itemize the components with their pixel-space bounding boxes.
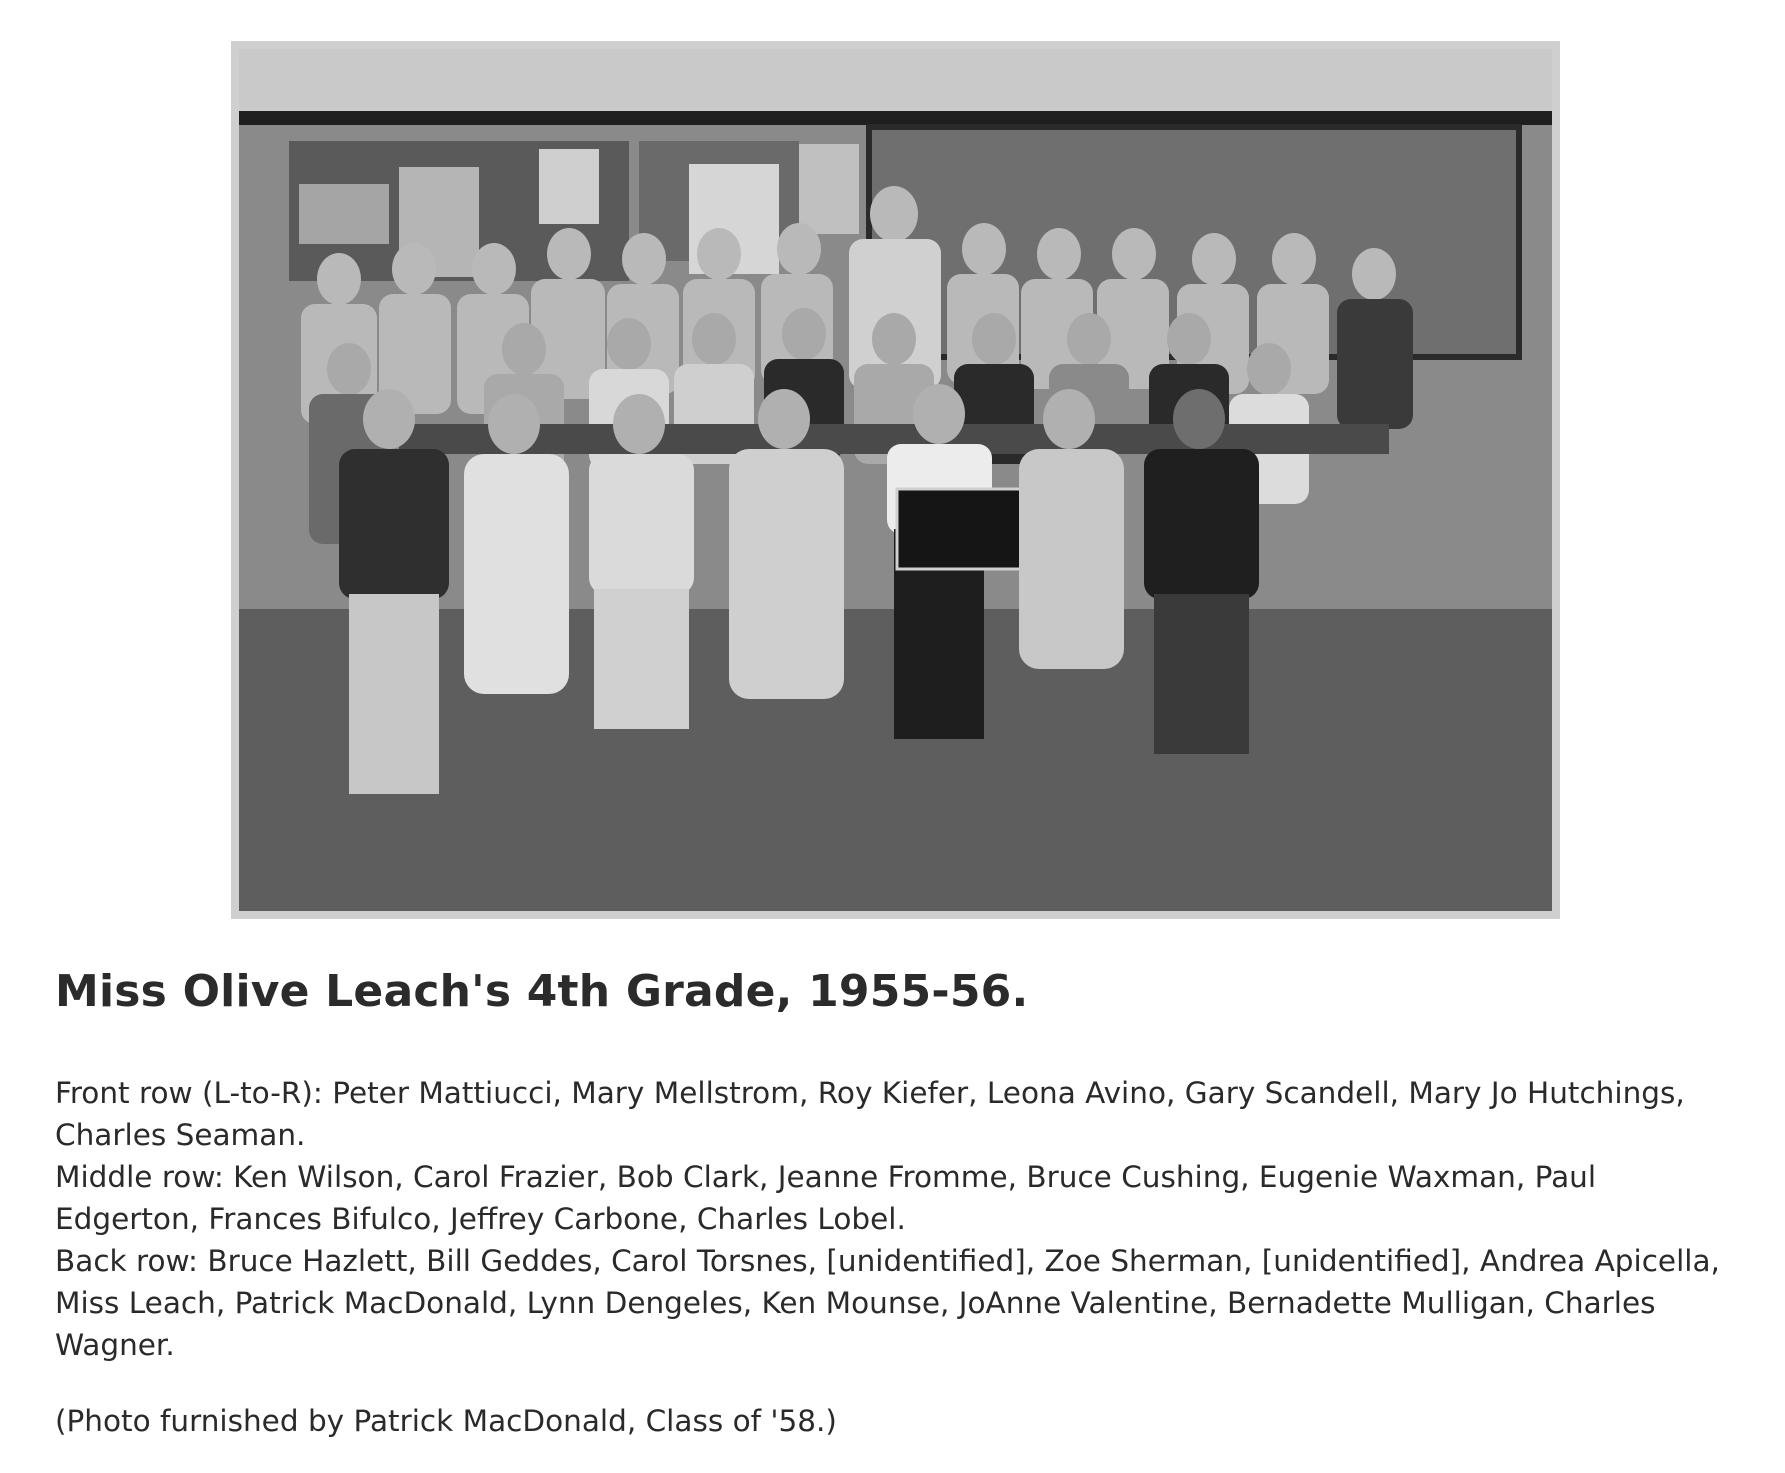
class-photo xyxy=(239,49,1552,911)
class-photo-image xyxy=(239,49,1552,911)
back-row-names: Back row: Bruce Hazlett, Bill Geddes, Carol Torsnes, [unidentified], Zoe Sherman, [unidentified], Andrea Apicella, Miss Leach, Patrick MacDonald, Lynn Dengeles, Ken Mounse, JoAnne Valentine, Bernadette Mulligan, Charles Wagner. xyxy=(55,1244,1720,1362)
photo-credit: (Photo furnished by Patrick MacDonald, Class of '58.) xyxy=(55,1404,837,1438)
front-row-names: Front row (L-to-R): Peter Mattiucci, Mary Mellstrom, Roy Kiefer, Leona Avino, Gary Scandell, Mary Jo Hutchings, Charles Seaman. xyxy=(55,1076,1685,1152)
photo-title: Miss Olive Leach's 4th Grade, 1955-56. xyxy=(55,966,1029,1017)
caption xyxy=(55,1072,1745,1366)
middle-row-names: Middle row: Ken Wilson, Carol Frazier, Bob Clark, Jeanne Fromme, Bruce Cushing, Eugenie Waxman, Paul Edgerton, Frances Bifulco, Jeffrey Carbone, Charles Lobel. xyxy=(55,1160,1597,1236)
photo-frame xyxy=(231,41,1560,919)
